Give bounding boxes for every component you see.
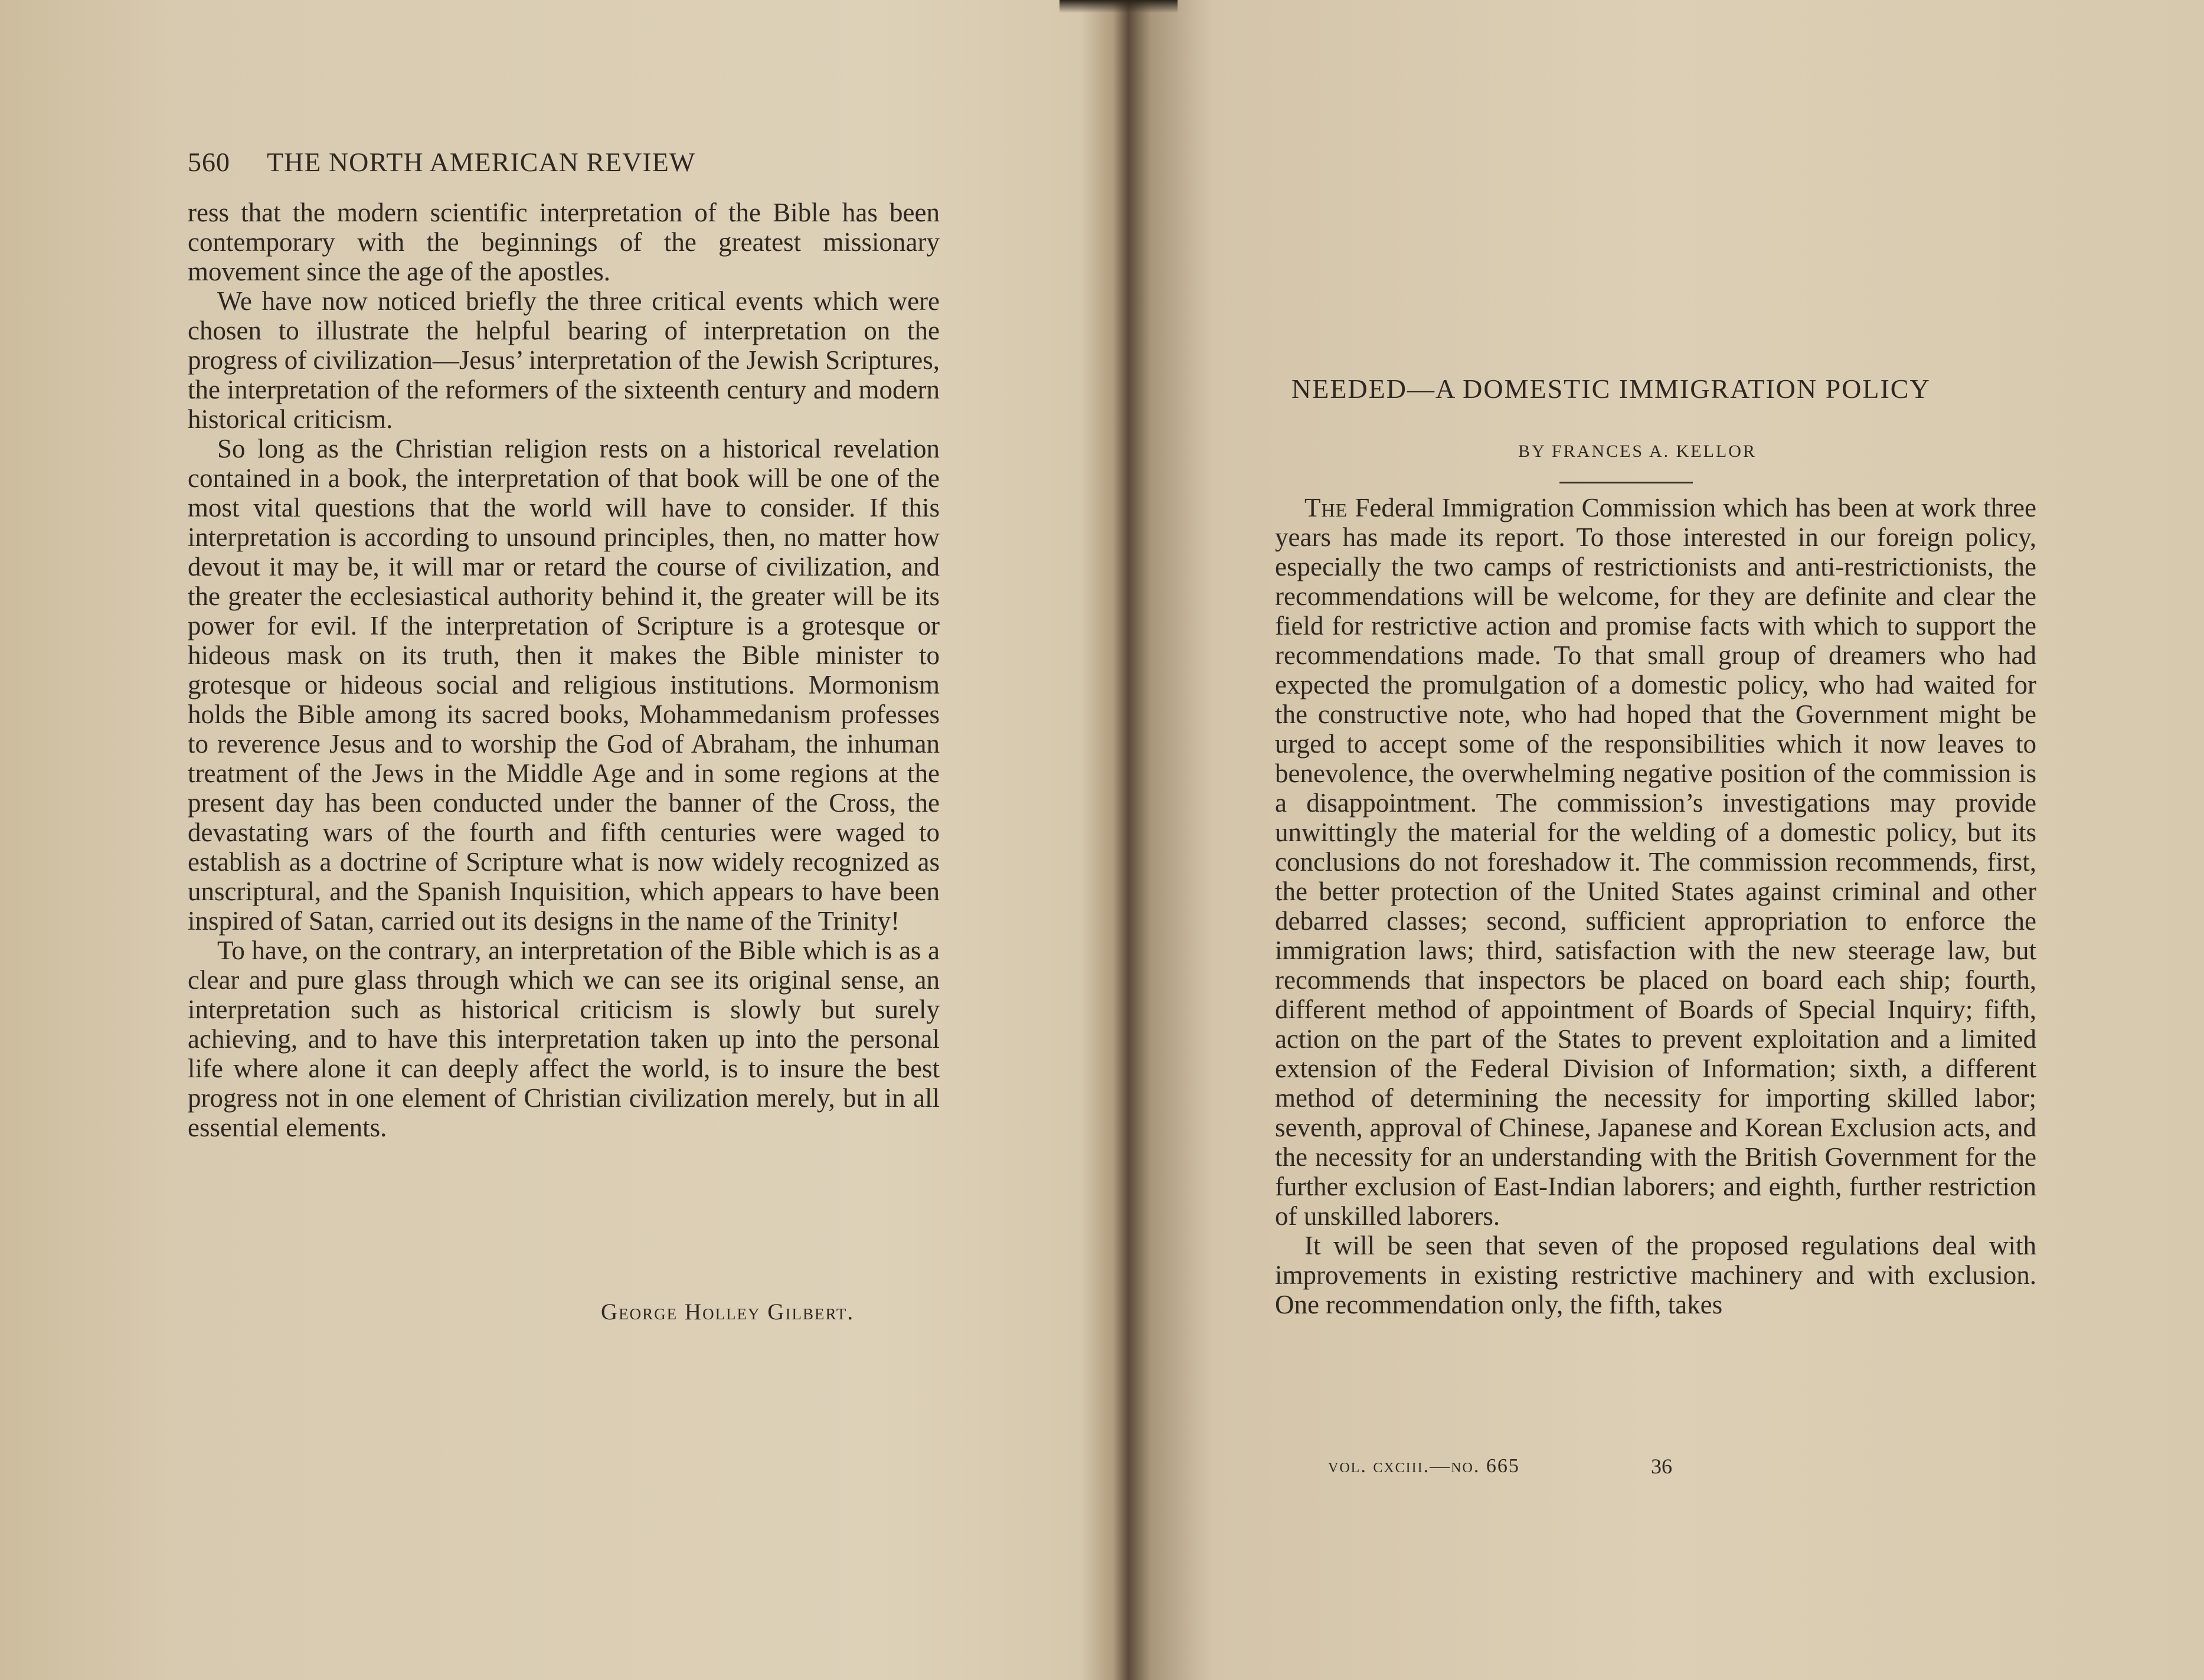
byline: BY FRANCES A. KELLOR xyxy=(1518,442,1757,461)
signature-mark: 36 xyxy=(1651,1455,1672,1478)
paragraph-1-text: Federal Immigration Commission which has been at work three years has made its report. To those interested in our foreign policy, especially the two camps of restrictionists and anti-restrictionists, the recommendations will be welcome, for they are definite and clear the field for restrictive action and promise facts with which to support the recommendations made. To that small group of dreamers who had expected the promulgation of a domestic policy, who had waited for the constructive note, who had hoped that the Government might be urged to accept some of the responsibilities which it now leaves to benevolence, the overwhelming negative position of the commission is a disappointment. The commission’s investigations may provide unwittingly the material for the welding of a domestic policy, but its conclusions do not foreshadow it. The commission recommends, first, the better protection of the United States against criminal and other debarred classes; second, sufficient appropriation to enforce the immigration laws; third, satisfaction with the new steerage law, but recommends that inspectors be placed on board each ship; fourth, different method of appointment of Boards of Special Inquiry; fifth, action on the part of the States to prevent exploitation and a limited extension of the Federal Division of Information; sixth, a different method of determining the necessity for importing skilled labor; seventh, approval of Chinese, Japanese and Korean Exclusion acts, and the necessity for an understanding with the British Government for the further exclusion of East-Indian laborers; and eighth, further restriction of unskilled laborers. xyxy=(1275,493,2036,1231)
paragraph-4: To have, on the contrary, an interpretation of the Bible which is as a clear and pure glass through which we can see its original sense, an interpretation such as historical criticism is slowly but surely achieving, and to have this interpretation taken up into the personal life where alone it can deeply affect the world, is to insure the best progress not in one element of Christian civilization merely, but in all essential elements. xyxy=(188,936,940,1142)
volume-footer: vol. cxciii.—no. 665 xyxy=(1328,1455,1520,1477)
article-title: NEEDED—A DOMESTIC IMMIGRATION POLICY xyxy=(1291,374,1931,404)
title-rule xyxy=(1559,482,1693,483)
author-signature: George Holley Gilbert. xyxy=(601,1299,855,1325)
page-number: 560 xyxy=(188,147,230,177)
paragraph-3: So long as the Christian religion rests on a historical revelation contained in a book, the interpretation of that book will be one of the most vital questions that the world will have to consider. If this interpretation is according to unsound principles, then, no matter how devout it may be, it will mar or retard the course of civilization, and the greater the ecclesiastical authority behind it, the greater will be its power for evil. If the interpretation of Scripture is a grotesque or hideous mask on its truth, then it makes the Bible minister to grotesque or hideous social and religious institutions. Mormonism holds the Bible among its sacred books, Mohammedanism professes to reverence Jesus and to worship the God of Abraham, the inhuman treatment of the Jews in the Middle Age and in some regions at the present day has been conducted under the banner of the Cross, the devastating wars of the fourth and fifth centuries were waged to establish as a doctrine of Scripture what is now widely recognized as unscriptural, and the Spanish Inquisition, which appears to have been inspired of Satan, carried out its designs in the name of the Trinity! xyxy=(188,434,940,936)
journal-title: THE NORTH AMERICAN REVIEW xyxy=(267,147,696,177)
right-body-text xyxy=(1275,493,2036,1319)
left-page xyxy=(0,0,1095,1680)
paragraph-1: ress that the modern scientific interpretation of the Bible has been contemporary with the beginnings of the greatest missionary movement since the age of the apostles. xyxy=(188,198,940,286)
first-word: The xyxy=(1304,493,1348,522)
paragraph-2: It will be seen that seven of the proposed regulations deal with improvements in existing restrictive machinery and with exclusion. One recommendation only, the fifth, takes xyxy=(1275,1231,2036,1319)
left-body-text xyxy=(188,198,940,1142)
paragraph-1 xyxy=(1275,493,2036,1231)
paragraph-2: We have now noticed briefly the three critical events which were chosen to illustrate the helpful bearing of interpretation on the progress of civilization—Jesus’ interpretation of the Jewish Scriptures, the interpretation of the reformers of the sixteenth century and modern historical criticism. xyxy=(188,286,940,434)
running-head xyxy=(188,146,943,178)
